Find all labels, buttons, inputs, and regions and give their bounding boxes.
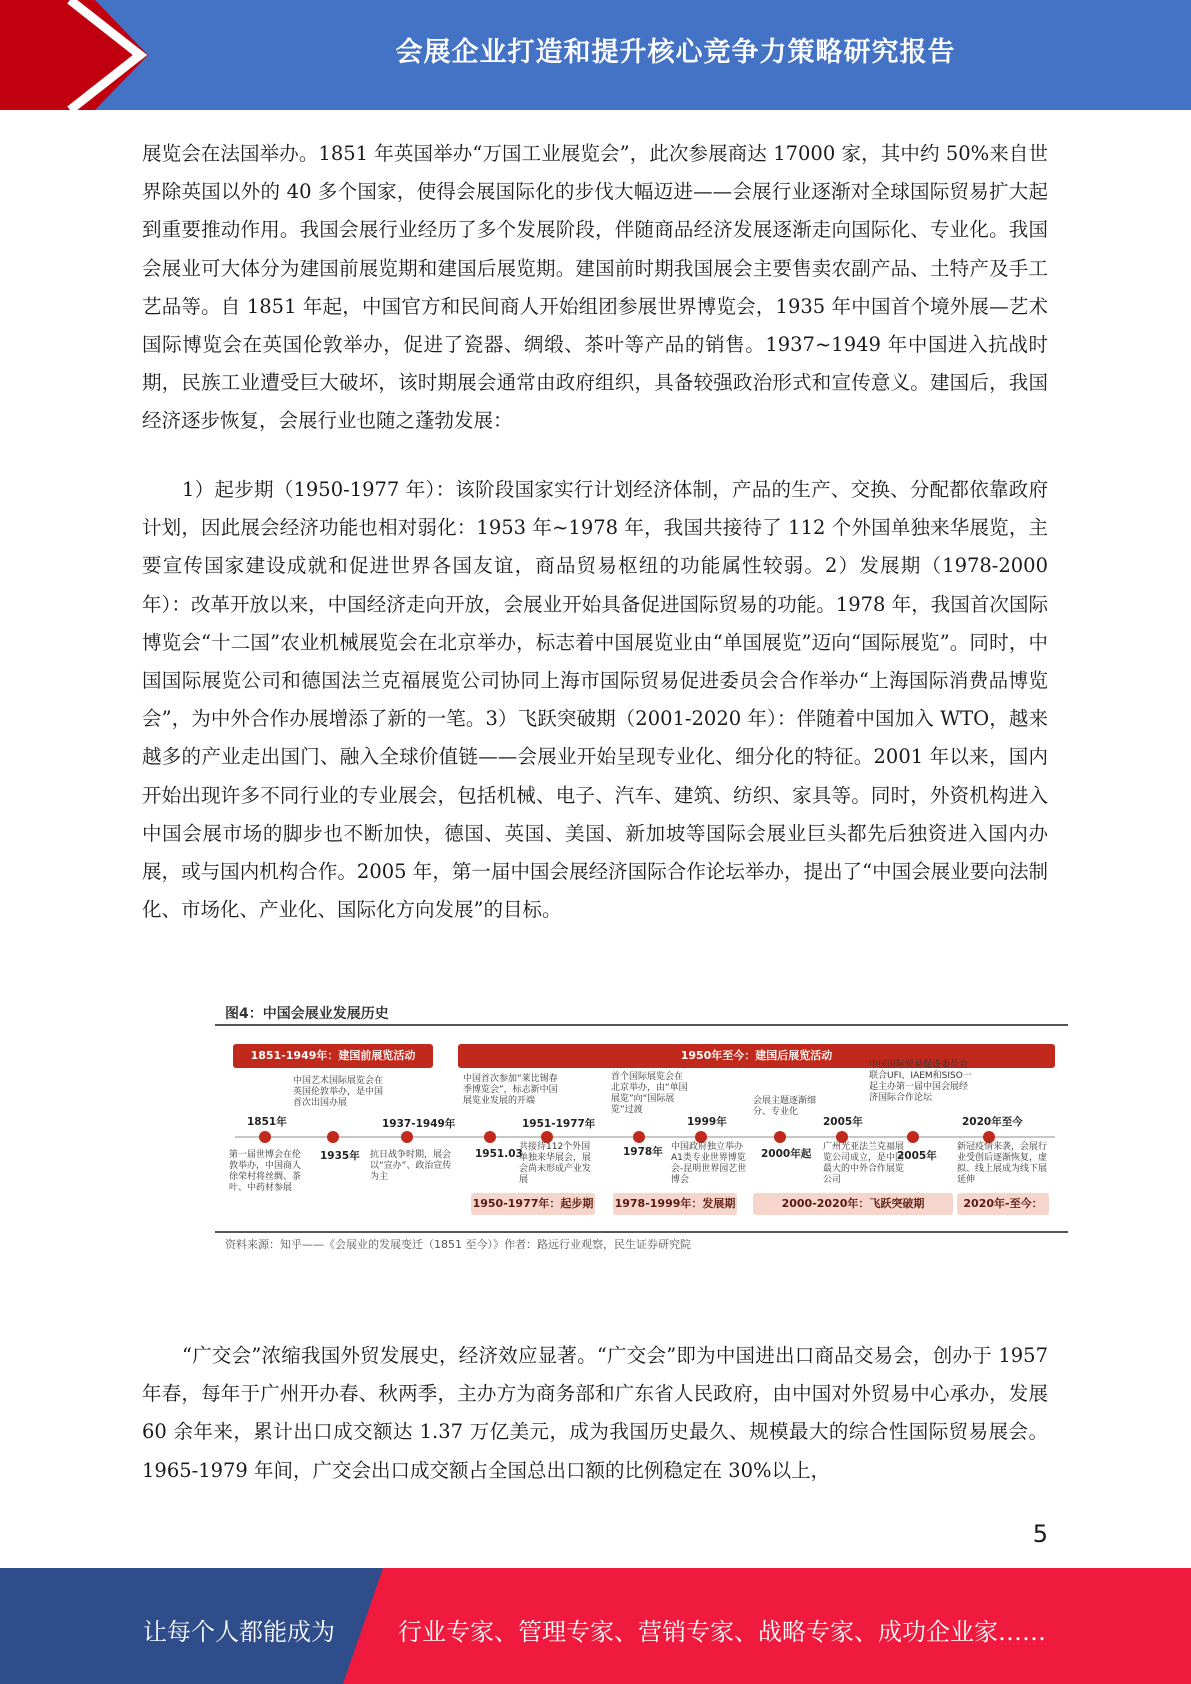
paragraph-3 — [142, 1337, 1048, 1490]
year-2020: 2020年至今 — [962, 1116, 1023, 1128]
timeline-dot-1978 — [633, 1131, 645, 1143]
note-1978: 首个国际展览会在北京举办，由“单国展览”向“国际展览”过渡 — [611, 1072, 688, 1115]
phase-2020-now: 2020年-至今： — [957, 1193, 1049, 1215]
footer-slogan-left: 让每个人都能成为 — [143, 1618, 335, 1646]
paragraph-2-text: 1）起步期（1950-1977 年）：该阶段国家实行计划经济体制，产品的生产、交换、分配都依靠政府计划，因此展会经济功能也相对弱化：1953 年~1978 年，我国共接待了 112 个外国单独来华展览，主要宣传国家建设成就和促进世界各国友谊，商品贸易枢纽的功能属性较弱。2）发展期（1978-2000 年）：改革开放以来，中国经济走向开放，会展业开始具备促进国际贸易的功能。1978 年，我国首次国际博览会“十二国”农业机械展览会在北京举办，标志着中国展览业由“单国展览”迈向“国际展览”。同时，中国国际展览公司和德国法兰克福展览公司协同上海市国际贸易促进委员会合作举办“上海国际消费品博览会”，为中外合作办展增添了新的一笔。3）飞跃突破期（2001-2020 年）：伴随着中国加入 WTO，越来越多的产业走出国门、融入全球价值链——会展业开始呈现专业化、细分化的特征。2001 年以来，国内开始出现许多不同行业的专业展会，包括机械、电子、汽车、建筑、纺织、家具等。同时，外资机构进入中国会展市场的脚步也不断加快，德国、英国、美国、新加坡等国际会展业巨头都先后独资进入国内办展，或与国内机构合作。2005 年，第一届中国会展经济国际合作论坛举办，提出了“中国会展业要向法制化、市场化、产业化、国际化方向发展”的目标。 — [142, 478, 1048, 922]
era-post-bar: 1950年至今：建国后展览活动 — [458, 1044, 1055, 1068]
note-1851: 第一届世博会在伦敦举办，中国商人徐荣村将丝绸、茶叶、中药材参展 — [229, 1150, 302, 1193]
page-header — [0, 0, 1191, 110]
phase-1950-1977: 1950-1977年：起步期 — [471, 1193, 595, 1215]
page-footer — [0, 1568, 1191, 1684]
figure-title: 图4：中国会展业发展历史 — [225, 1006, 389, 1022]
note-1951-1977: 共接待112个外国单独来华展会，展会尚未形成产业发展 — [519, 1142, 592, 1185]
figure-timeline — [215, 1000, 1068, 1255]
note-1937: 抗日战争时期，展会以“宣办”、政治宣传为主 — [370, 1150, 452, 1182]
timeline-dot-1937 — [401, 1131, 413, 1143]
paragraph-1-text: 展览会在法国举办。1851 年英国举办“万国工业展览会”，此次参展商达 17000 家，其中约 50%来自世界除英国以外的 40 多个国家，使得会展国际化的步伐大幅迈进——会展行业逐渐对全球国际贸易扩大起到重要推动作用。我国会展行业经历了多个发展阶段，伴随商品经济发展逐渐走向国际化、专业化。我国会展业可大体分为建国前展览期和建国后展览期。建国前时期我国展会主要售卖农副产品、土特产及手工艺品等。自 1851 年起，中国官方和民间商人开始组团参展世界博览会，1935 年中国首个境外展—艺术国际博览会在英国伦敦举办，促进了瓷器、绸缎、茶叶等产品的销售。1937~1949 年中国进入抗战时期，民族工业遭受巨大破坏，该时期展会通常由政府组织，具备较强政治形式和宣传意义。建国后，我国经济逐步恢复，会展行业也随之蓬勃发展： — [142, 142, 1048, 433]
paragraph-1 — [142, 135, 1048, 441]
year-1937: 1937-1949年 — [382, 1118, 456, 1130]
report-title: 会展企业打造和提升核心竞争力策略研究报告 — [395, 37, 956, 68]
year-1999: 1999年 — [687, 1116, 727, 1128]
page-number: 5 — [1032, 1520, 1048, 1548]
note-2020: 新冠疫情来袭，会展行业受创后逐渐恢复，虚拟、线上展成为线下展延伸 — [957, 1142, 1048, 1185]
year-2000: 2000年起 — [761, 1148, 812, 1160]
timeline-dot-2005b — [907, 1131, 919, 1143]
phase-1978-1999: 1978-1999年：发展期 — [613, 1193, 737, 1215]
figure-bottom-rule — [215, 1231, 1068, 1233]
note-2005b: 中国国际贸易促进委员会联合UFI、IAEM和SISO一起主办第一届中国会展经济国际合作论坛 — [869, 1060, 972, 1103]
note-1999: 中国政府独立举办A1类专业世界博览会-昆明世界园艺世博会 — [671, 1142, 747, 1185]
era-pre-bar: 1851-1949年：建国前展览活动 — [233, 1044, 433, 1068]
year-1935: 1935年 — [320, 1150, 360, 1162]
timeline-dot-1851 — [259, 1131, 271, 1143]
timeline-dot-1935 — [327, 1131, 339, 1143]
year-2005a: 2005年 — [823, 1116, 863, 1128]
timeline-dot-1951 — [484, 1131, 496, 1143]
year-1951-03: 1951.03 — [475, 1148, 523, 1160]
timeline-dot-2000 — [774, 1131, 786, 1143]
year-1978: 1978年 — [623, 1146, 663, 1158]
figure-source: 资料来源：知乎——《会展业的发展变迁（1851 至今）》作者：路远行业观察，民生证券研究院 — [225, 1238, 691, 1251]
note-2005a: 广州光亚法兰克福展览公司成立，是中国最大的中外合作展览公司 — [823, 1142, 905, 1185]
paragraph-3-text: “广交会”浓缩我国外贸发展史，经济效应显著。“广交会”即为中国进出口商品交易会，创办于 1957 年春，每年于广州开办春、秋两季，主办方为商务部和广东省人民政府，由中国对外贸易中心承办，发展 60 余年来，累计出口成交额达 1.37 万亿美元，成为我国历史最久、规模最大的综合性国际贸易展会。1965-1979 年间，广交会出口成交额占全国总出口额的比例稳定在 30%以上， — [142, 1344, 1048, 1482]
header-arrow-decoration — [0, 0, 260, 110]
note-1951-03: 中国首次参加“莱比锡春季博览会”，标志新中国展览业发展的开端 — [463, 1074, 558, 1106]
year-1951-1977: 1951-1977年 — [522, 1118, 596, 1130]
timeline-axis — [235, 1136, 1055, 1138]
note-1935: 中国艺术国际展览会在英国伦敦举办，是中国首次出国办展 — [293, 1076, 384, 1108]
year-2005b: 2005年 — [897, 1150, 937, 1162]
paragraph-2 — [142, 471, 1048, 929]
note-2000: 会展主题逐渐细分、专业化 — [753, 1096, 817, 1117]
footer-slogan-right: 行业专家、管理专家、营销专家、战略专家、成功企业家…… — [398, 1618, 1046, 1646]
phase-2000-2020: 2000-2020年：飞跃突破期 — [753, 1193, 953, 1215]
year-1851: 1851年 — [247, 1116, 287, 1128]
figure-top-rule — [215, 1024, 1068, 1026]
